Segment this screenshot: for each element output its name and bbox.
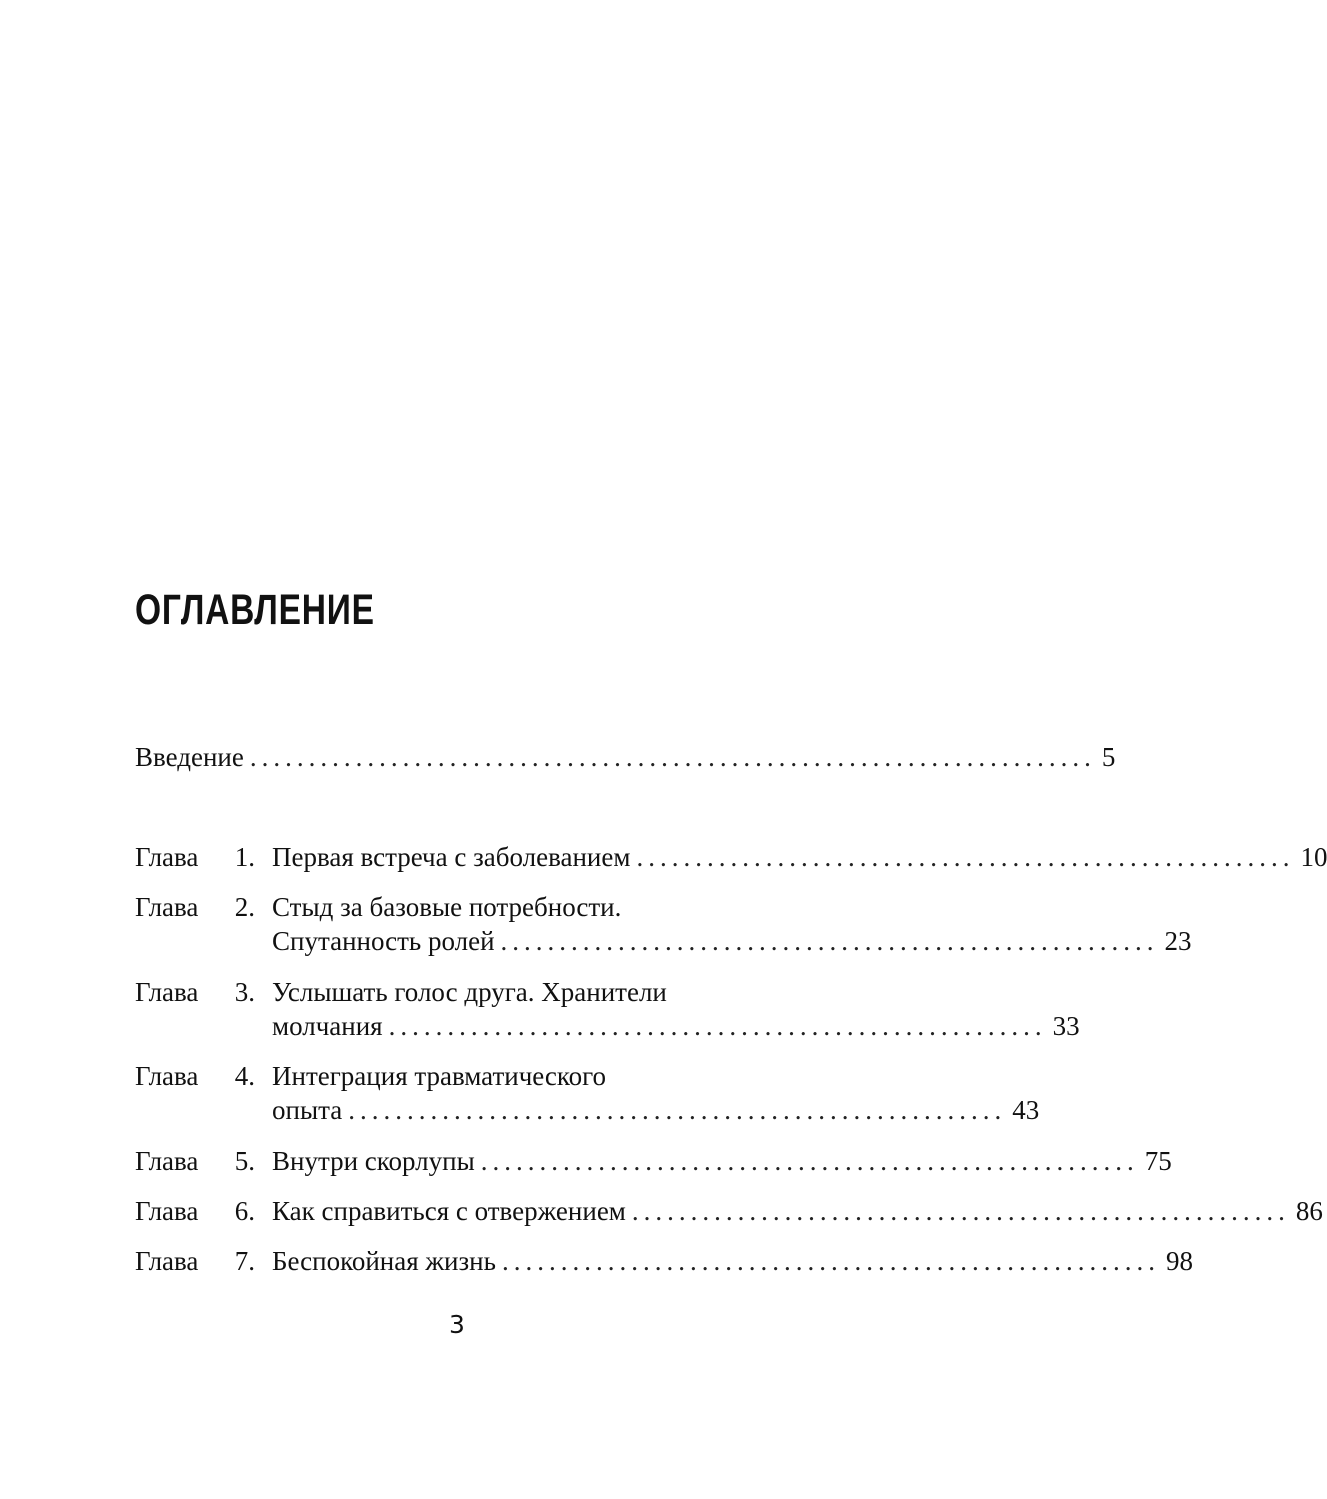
- toc-entry-chapter-3-cont[interactable]: [135, 1009, 1080, 1043]
- chapter-number: 1.: [234, 842, 255, 872]
- chapter-label: Глава: [135, 892, 199, 922]
- chapter-number: 2.: [234, 892, 255, 922]
- entry-page: 33: [1052, 1011, 1080, 1041]
- chapter-label: Глава: [135, 977, 199, 1007]
- entry-page: 75: [1144, 1146, 1172, 1176]
- chapter-number: 5.: [234, 1146, 255, 1176]
- page-number: 3: [449, 1310, 465, 1339]
- toc-entry-chapter-2-cont[interactable]: [135, 924, 1192, 958]
- chapter-label: Глава: [135, 1196, 199, 1226]
- entry-title: Стыд за базовые потребности.: [272, 892, 622, 922]
- entry-page: 43: [1012, 1095, 1040, 1125]
- dot-leader: ........................................................................: [249, 742, 1096, 772]
- toc-entry-chapter-1[interactable]: [135, 840, 1327, 874]
- dot-leader: ........................................................: [480, 1146, 1139, 1176]
- dot-leader: ........................................................: [500, 926, 1159, 956]
- entry-title: Первая встреча с заболеванием: [272, 842, 631, 872]
- entry-page: 10: [1300, 842, 1327, 872]
- toc-entry-chapter-7[interactable]: [135, 1244, 1193, 1278]
- dot-leader: ........................................................: [631, 1196, 1290, 1226]
- dot-leader: ........................................................: [388, 1011, 1047, 1041]
- entry-title: Интеграция травматического: [272, 1061, 607, 1091]
- chapter-number: 3.: [234, 977, 255, 1007]
- chapter-number: 4.: [234, 1061, 255, 1091]
- entry-title: Введение: [135, 742, 244, 772]
- toc-entry-chapter-3[interactable]: [135, 975, 785, 1009]
- entry-page: 86: [1295, 1196, 1323, 1226]
- chapter-number: 7.: [234, 1246, 255, 1276]
- entry-title: Как справиться с отвержением: [272, 1196, 626, 1226]
- dot-leader: ........................................................: [636, 842, 1295, 872]
- chapter-label: Глава: [135, 1061, 199, 1091]
- chapter-label: Глава: [135, 1246, 199, 1276]
- entry-title: Услышать голос друга. Хранители: [272, 977, 667, 1007]
- page-title: ОГЛАВЛЕНИЕ: [135, 586, 375, 634]
- chapter-label: Глава: [135, 1146, 199, 1176]
- toc-entry-chapter-6[interactable]: [135, 1194, 1323, 1228]
- toc-entry-intro[interactable]: [135, 740, 1116, 774]
- chapter-label: Глава: [135, 842, 199, 872]
- entry-page: 5: [1101, 742, 1116, 772]
- dot-leader: ........................................................: [501, 1246, 1160, 1276]
- entry-title: Внутри скорлупы: [272, 1146, 475, 1176]
- dot-leader: ........................................................: [348, 1095, 1007, 1125]
- toc-entry-chapter-5[interactable]: [135, 1144, 1172, 1178]
- entry-title: Беспокойная жизнь: [272, 1246, 496, 1276]
- toc-entry-chapter-4-cont[interactable]: [135, 1093, 1040, 1127]
- entry-title-cont: Спутанность ролей: [272, 926, 495, 956]
- entry-page: 98: [1165, 1246, 1193, 1276]
- toc-entry-chapter-2[interactable]: [135, 890, 785, 924]
- entry-page: 23: [1164, 926, 1192, 956]
- chapter-number: 6.: [234, 1196, 255, 1226]
- entry-title-cont: опыта: [272, 1095, 343, 1125]
- toc-entry-chapter-4[interactable]: [135, 1059, 785, 1093]
- entry-title-cont: молчания: [272, 1011, 383, 1041]
